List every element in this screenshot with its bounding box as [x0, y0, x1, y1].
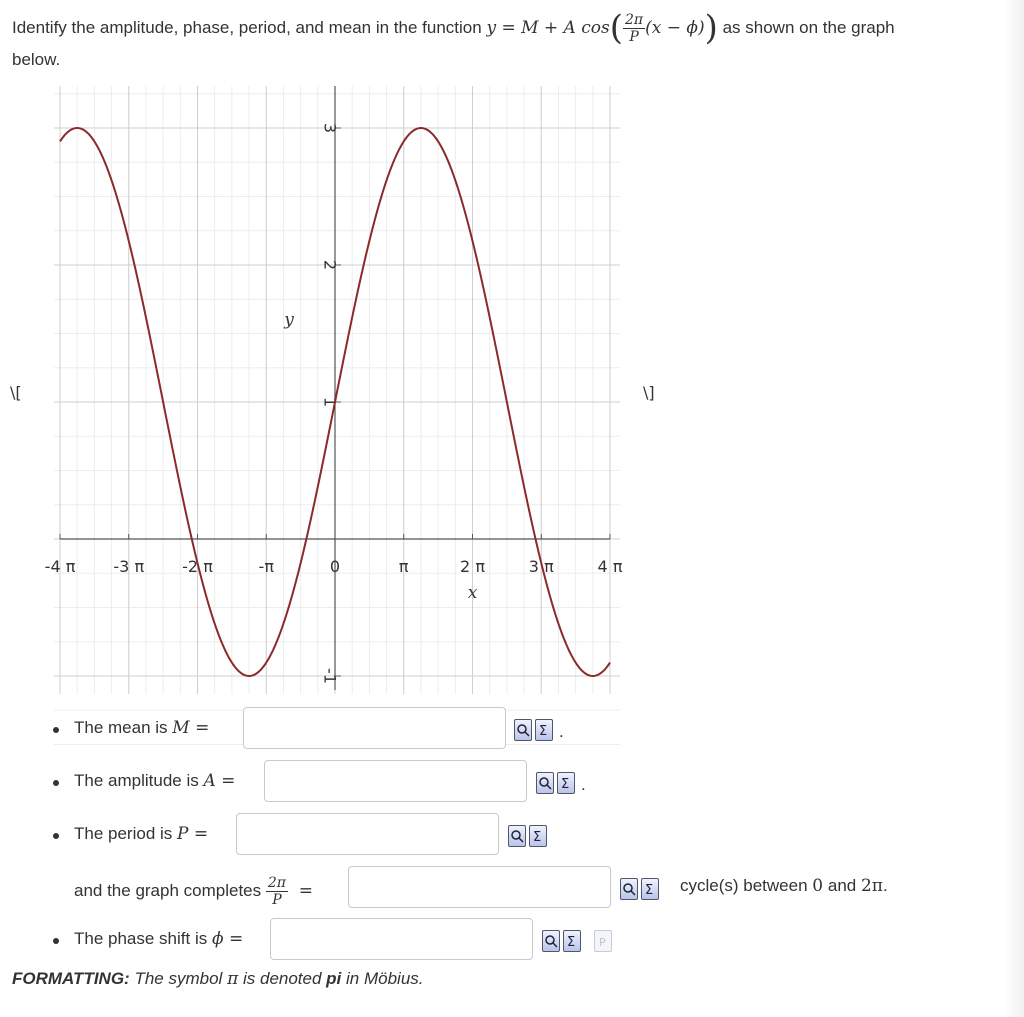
- question-text: [12, 8, 1012, 75]
- phase-variable: ϕ =: [211, 929, 244, 949]
- period-variable: P =: [177, 824, 209, 844]
- x-tick-label: 3 π: [528, 557, 554, 576]
- equation-editor-icon[interactable]: [557, 772, 575, 794]
- formatting-text1: The symbol: [134, 969, 223, 988]
- phase-row: [74, 929, 243, 949]
- completes-fraction: [266, 876, 288, 907]
- period-dot: .: [559, 722, 564, 741]
- y-tick-label: -1: [320, 668, 340, 684]
- bullet: [53, 938, 59, 944]
- svg-text:Σ: Σ: [561, 777, 570, 792]
- cycles-and: and: [827, 876, 857, 895]
- cycles-end: .: [882, 876, 888, 895]
- mean-row: [74, 718, 209, 738]
- x-tick-label: -3 π: [113, 557, 145, 576]
- completes-equals: =: [298, 880, 313, 901]
- question-line2: below.: [12, 50, 61, 70]
- formula-lhs: y = M + A cos: [486, 18, 610, 38]
- formatting-label: FORMATTING:: [12, 969, 130, 988]
- equation-editor-icon[interactable]: [535, 719, 553, 741]
- formula-fraction: [623, 13, 645, 44]
- x-tick-label: -π: [258, 557, 274, 576]
- formatting-text3: in Möbius.: [346, 969, 424, 988]
- completes-frac-num: 2π: [267, 875, 286, 891]
- amplitude-variable: A =: [203, 771, 236, 791]
- period-row: [74, 824, 208, 844]
- amplitude-label: The amplitude is: [74, 771, 199, 790]
- preview-icon[interactable]: [508, 825, 526, 847]
- x-tick-label: 2 π: [460, 557, 485, 576]
- plot-icon[interactable]: [594, 930, 612, 952]
- x-tick-label: π: [398, 557, 409, 576]
- bullet: [53, 727, 59, 733]
- svg-text:P: P: [599, 936, 606, 949]
- question-suffix: as shown on the graph: [722, 18, 895, 37]
- question-intro: Identify the amplitude, phase, period, and mean in the function: [12, 18, 482, 37]
- sinusoid-graph: [44, 86, 623, 694]
- equation-editor-icon[interactable]: [641, 878, 659, 900]
- preview-icon[interactable]: [536, 772, 554, 794]
- mean-input[interactable]: [243, 707, 506, 749]
- svg-text:Σ: Σ: [645, 883, 654, 898]
- period-input[interactable]: [236, 813, 499, 855]
- cycles-suffix: [680, 876, 888, 896]
- preview-icon[interactable]: [620, 878, 638, 900]
- x-tick-label: -4 π: [44, 557, 76, 576]
- period-dot: .: [581, 775, 586, 794]
- right-scroll-shadow: [1004, 0, 1024, 1017]
- bullet: [53, 780, 59, 786]
- cycles-text: cycle(s) between: [680, 876, 808, 895]
- formatting-note: [12, 969, 424, 989]
- preview-icon[interactable]: [514, 719, 532, 741]
- y-axis-label: y: [284, 309, 294, 330]
- cycles-to: 2π: [860, 876, 883, 896]
- amplitude-row: [74, 771, 235, 791]
- x-tick-label: 0: [329, 557, 341, 576]
- x-tick-label: 4 π: [597, 557, 623, 576]
- phase-input[interactable]: [270, 918, 533, 960]
- y-tick-label: 2: [320, 259, 340, 271]
- y-tick-label: 1: [320, 396, 340, 408]
- cycles-from: 0: [812, 876, 824, 896]
- formula-open-paren: (: [609, 8, 623, 48]
- mean-label: The mean is: [74, 718, 168, 737]
- period-label: The period is: [74, 824, 173, 843]
- y-tick-label: 3: [320, 122, 340, 134]
- equation-editor-icon[interactable]: [563, 930, 581, 952]
- math-right-bracket: \]: [643, 383, 655, 402]
- formatting-text2: is denoted: [242, 969, 322, 988]
- formula-frac-den: P: [629, 29, 639, 46]
- formatting-symbol: π: [227, 969, 239, 989]
- x-tick-labels: [45, 557, 623, 576]
- phase-label: The phase shift is: [74, 929, 208, 948]
- x-axis-label: x: [467, 583, 478, 603]
- formula-close-paren: ): [704, 8, 718, 48]
- x-tick-label: -2 π: [182, 557, 213, 576]
- mean-variable: M =: [172, 718, 210, 738]
- completes-label: and the graph completes: [74, 880, 262, 900]
- svg-text:Σ: Σ: [533, 830, 542, 845]
- formula-frac-num: 2π: [624, 12, 644, 29]
- completes-frac-den: P: [272, 892, 282, 908]
- svg-text:Σ: Σ: [567, 935, 576, 950]
- svg-text:Σ: Σ: [539, 724, 548, 739]
- equation-editor-icon[interactable]: [529, 825, 547, 847]
- math-left-bracket: \[: [10, 383, 22, 402]
- amplitude-input[interactable]: [264, 760, 527, 802]
- formula-inner: (x − ϕ): [645, 18, 705, 38]
- formatting-keyword: pi: [326, 969, 342, 988]
- bullet: [53, 833, 59, 839]
- completes-row: [74, 876, 313, 907]
- cycles-input[interactable]: [348, 866, 611, 908]
- preview-icon[interactable]: [542, 930, 560, 952]
